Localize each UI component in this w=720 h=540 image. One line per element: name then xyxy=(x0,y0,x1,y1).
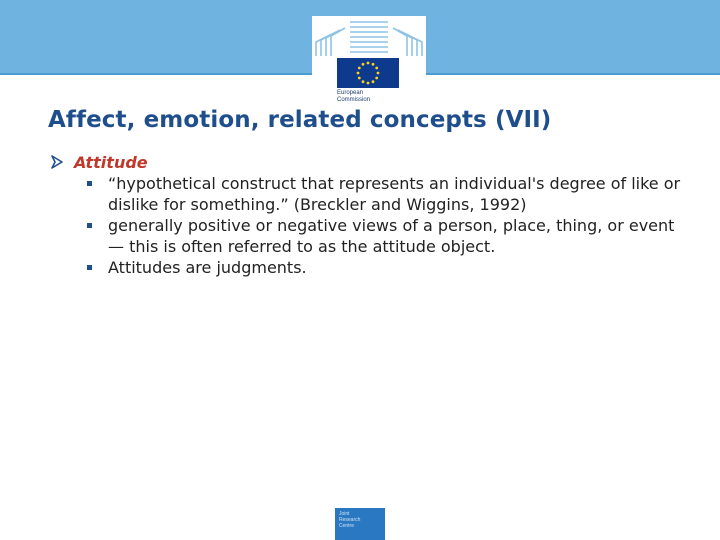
logo-line-1: European xyxy=(337,90,364,96)
logo-line-2: Commission xyxy=(337,97,371,103)
bullet-label: Attitude xyxy=(74,153,148,172)
jrc-logo xyxy=(335,508,385,540)
jrc-wordmark xyxy=(339,511,383,529)
square-bullet-icon xyxy=(87,181,92,186)
european-commission-logo xyxy=(312,16,426,103)
arrow-right-icon xyxy=(50,155,64,169)
square-bullet-icon xyxy=(87,265,92,270)
jrc-line-2: Research xyxy=(339,517,361,523)
sub-bullet-text: “hypothetical construct that represents an individual's degree of like or dislike for something.” (Breckler and Wiggins, 1992) xyxy=(108,174,681,214)
sub-bullet-item xyxy=(108,215,690,257)
sub-bullet-item xyxy=(108,173,690,215)
square-bullet-icon xyxy=(87,223,92,228)
slide-content xyxy=(50,152,690,278)
slide-title: Affect, emotion, related concepts (VII) xyxy=(48,107,552,133)
bullet-attitude xyxy=(50,152,690,173)
jrc-line-3: Centre xyxy=(339,523,355,529)
logo-wordmark xyxy=(337,90,401,104)
eu-flag-icon xyxy=(337,58,399,88)
berlaymont-building-icon xyxy=(312,16,426,58)
jrc-line-1: Joint xyxy=(339,511,350,517)
sub-bullet-text: Attitudes are judgments. xyxy=(108,258,307,277)
sub-bullet-list xyxy=(50,173,690,278)
sub-bullet-item xyxy=(108,257,690,278)
sub-bullet-text: generally positive or negative views of a person, place, thing, or event— this is often referred to as the attitude object. xyxy=(108,216,675,256)
